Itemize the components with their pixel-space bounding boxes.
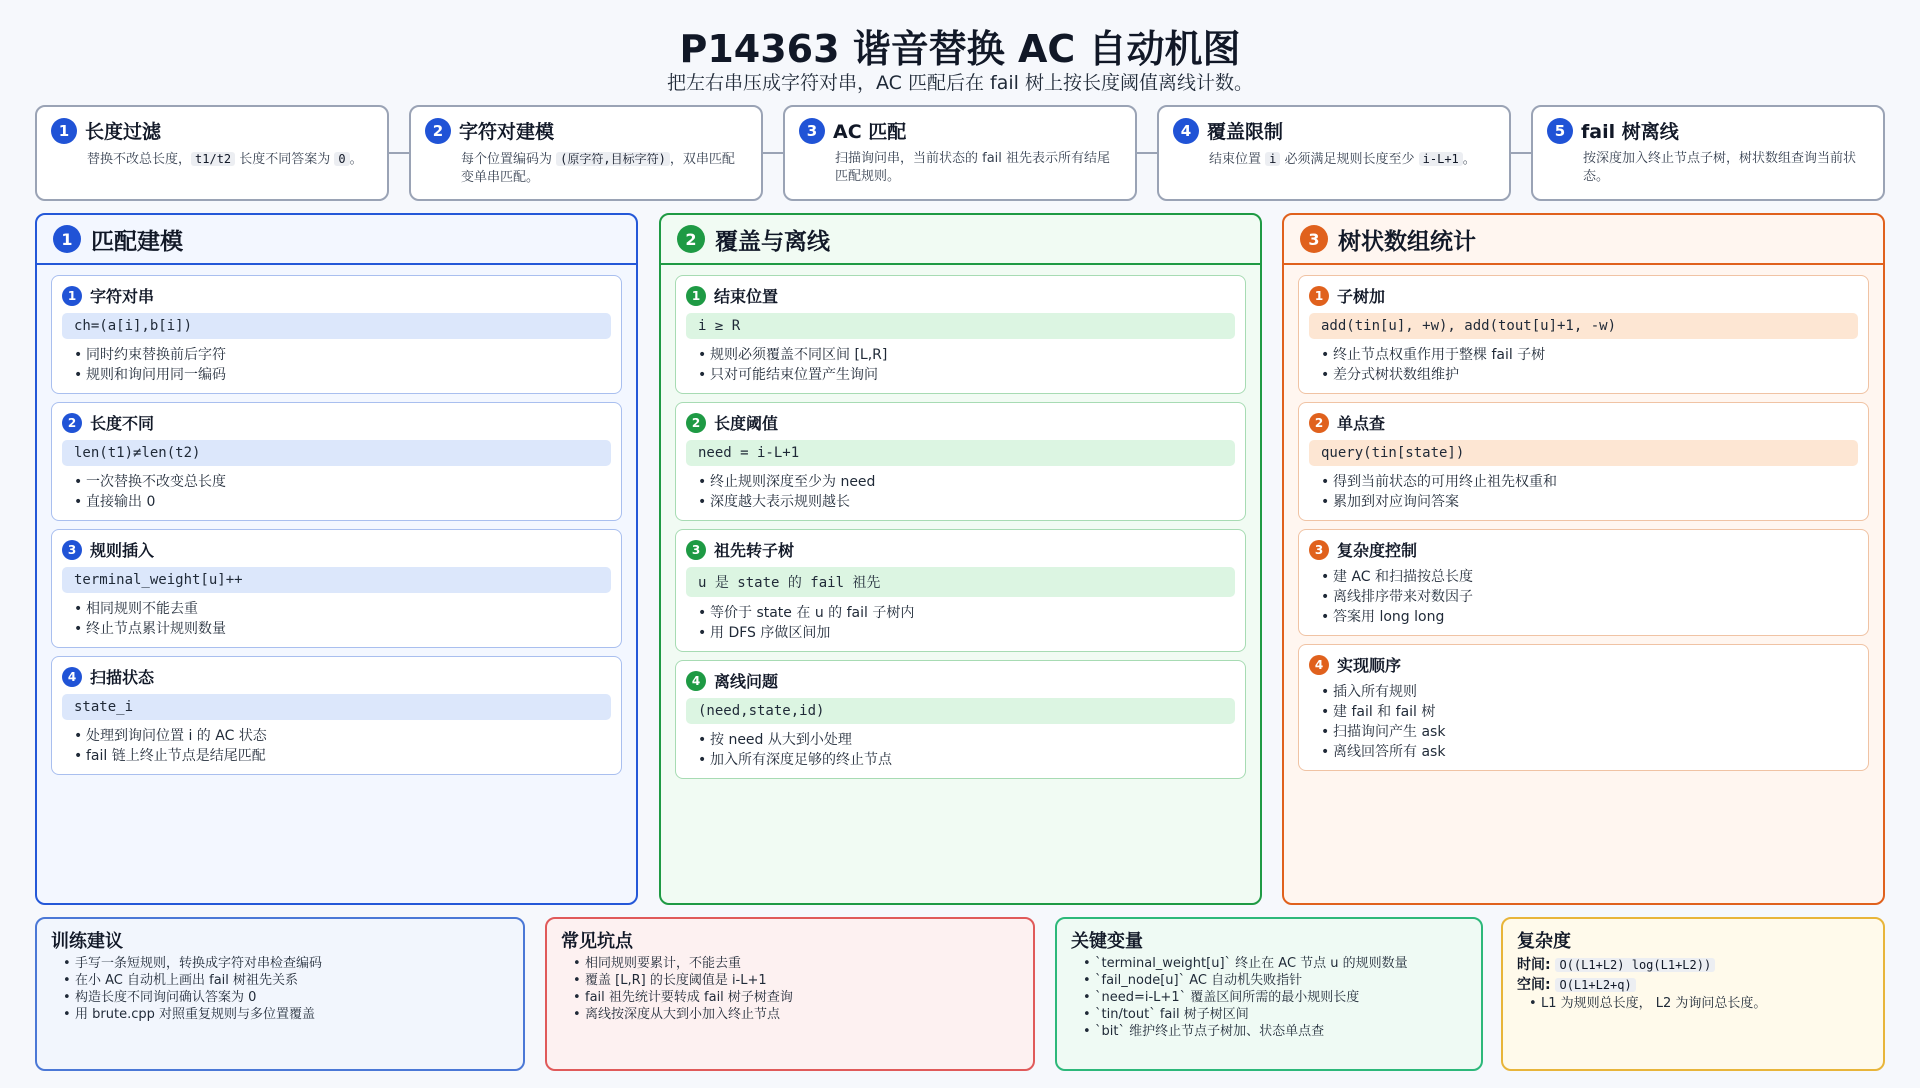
- column-title: 树状数组统计: [1338, 228, 1476, 255]
- bullet-item: • 在小 AC 自动机上画出 fail 树祖先关系: [63, 972, 509, 989]
- card-header: [62, 411, 611, 434]
- card-formula: terminal_weight[u]++: [62, 567, 611, 593]
- step-description: [1547, 150, 1869, 186]
- complexity-box: [1501, 917, 1885, 1071]
- card-bullets: [62, 726, 611, 766]
- card-header: [1309, 538, 1858, 561]
- card-bullet: • 累加到对应询问答案: [1321, 492, 1858, 512]
- concept-card: [675, 529, 1246, 652]
- card-number-badge: 3: [62, 540, 82, 560]
- card-formula: add(tin[u], +w), add(tout[u]+1, -w): [1309, 313, 1858, 339]
- card-header: [62, 284, 611, 307]
- card-bullet: • 终止节点累计规则数量: [74, 619, 611, 639]
- card-bullet: • 规则必须覆盖不同区间 [L,R]: [698, 345, 1235, 365]
- card-formula: state_i: [62, 694, 611, 720]
- card-bullet: • 深度越大表示规则越长: [698, 492, 1235, 512]
- card-bullet: • 相同规则不能去重: [74, 599, 611, 619]
- card-bullets: [1309, 345, 1858, 385]
- key-variables-box: [1055, 917, 1483, 1071]
- card-formula: i ≥ R: [686, 313, 1235, 339]
- card-bullet: • 得到当前状态的可用终止祖先权重和: [1321, 472, 1858, 492]
- concept-card: [1298, 644, 1869, 771]
- step-title: 长度过滤: [85, 121, 162, 143]
- column-number-badge: 1: [53, 225, 81, 253]
- step-description: [1173, 150, 1495, 169]
- card-bullets: [62, 345, 611, 385]
- step-desc-text: 。: [349, 152, 363, 167]
- card-number-badge: 4: [686, 671, 706, 691]
- step-connector: [389, 152, 409, 154]
- card-list: [37, 265, 636, 793]
- card-header: [1309, 411, 1858, 434]
- bullet-item: • `terminal_weight[u]` 终止在 AC 节点 u 的规则数量: [1083, 955, 1467, 972]
- card-title: 规则插入: [90, 541, 155, 560]
- concept-card: [675, 660, 1246, 779]
- card-formula: (need,state,id): [686, 698, 1235, 724]
- step-desc-text: ，双串匹配变单串匹配。: [461, 152, 735, 185]
- pitfalls-box: [545, 917, 1035, 1071]
- card-number-badge: 1: [1309, 286, 1329, 306]
- step-desc-text: 替换不改总长度，: [87, 152, 192, 167]
- card-number-badge: 3: [1309, 540, 1329, 560]
- concept-card: [1298, 402, 1869, 521]
- card-header: [686, 411, 1235, 434]
- step-description: [799, 150, 1121, 186]
- step-number-badge: 4: [1173, 118, 1199, 144]
- bullet-item: • 覆盖 [L,R] 的长度阈值是 i-L+1: [573, 972, 1019, 989]
- card-number-badge: 2: [62, 413, 82, 433]
- card-title: 扫描状态: [90, 668, 155, 687]
- card-bullet: • 建 AC 和扫描按总长度: [1321, 567, 1858, 587]
- card-bullets: [686, 345, 1235, 385]
- step-head: [1547, 117, 1869, 144]
- column-matching-model: [35, 213, 638, 905]
- step-number-badge: 5: [1547, 118, 1573, 144]
- bullet-item: • `need=i-L+1` 覆盖区间所需的最小规则长度: [1083, 989, 1467, 1006]
- step-number-badge: 1: [51, 118, 77, 144]
- column-title: 匹配建模: [91, 228, 183, 255]
- step-head: [425, 117, 747, 144]
- concept-card: [1298, 275, 1869, 394]
- card-bullet: • 建 fail 和 fail 树: [1321, 702, 1858, 722]
- card-bullet: • 离线回答所有 ask: [1321, 742, 1858, 762]
- card-header: [1309, 653, 1858, 676]
- step-connector: [763, 152, 783, 154]
- step-desc-text: 长度不同答案为: [235, 152, 335, 167]
- step-title: fail 树离线: [1581, 121, 1679, 143]
- card-bullet: • 只对可能结束位置产生询问: [698, 365, 1235, 385]
- card-list: [1284, 265, 1883, 789]
- card-bullet: • 同时约束替换前后字符: [74, 345, 611, 365]
- step-desc-text: 扫描询问串，当前状态的 fail 祖先表示所有结尾匹配规则。: [835, 151, 1111, 184]
- column-title: 覆盖与离线: [715, 228, 830, 255]
- complexity-note: • L1 为规则总长度， L2 为询问总长度。: [1529, 995, 1869, 1012]
- card-bullet: • 直接输出 0: [74, 492, 611, 512]
- card-header: [1309, 284, 1858, 307]
- card-title: 单点查: [1337, 414, 1386, 433]
- card-bullet: • 等价于 state 在 u 的 fail 子树内: [698, 603, 1235, 623]
- step-desc-code: 0: [334, 152, 349, 166]
- pitfalls-title: 常见坑点: [561, 931, 633, 952]
- card-bullet: • 加入所有深度足够的终止节点: [698, 750, 1235, 770]
- card-formula: u 是 state 的 fail 祖先: [686, 567, 1235, 597]
- bullet-item: • 用 brute.cpp 对照重复规则与多位置覆盖: [63, 1006, 509, 1023]
- time-complexity: 时间: O((L1+L2) log(L1+L2)): [1517, 955, 1869, 975]
- card-header: [686, 284, 1235, 307]
- step-connector: [1137, 152, 1157, 154]
- page-title: P14363 谐音替换 AC 自动机图: [679, 27, 1241, 71]
- card-number-badge: 1: [686, 286, 706, 306]
- card-bullet: • 终止节点权重作用于整棵 fail 子树: [1321, 345, 1858, 365]
- page-subtitle: 把左右串压成字符对串，AC 匹配后在 fail 树上按长度阈值离线计数。: [667, 72, 1253, 94]
- concept-card: [675, 275, 1246, 394]
- key-variables-list: [1071, 955, 1467, 1040]
- step-title: AC 匹配: [833, 121, 907, 143]
- card-bullet: • 规则和询问用同一编码: [74, 365, 611, 385]
- bullet-item: • `fail_node[u]` AC 自动机失败指针: [1083, 972, 1467, 989]
- training-tips-list: [51, 955, 509, 1023]
- concept-card: [51, 656, 622, 775]
- card-bullets: [686, 603, 1235, 643]
- card-list: [661, 265, 1260, 797]
- card-title: 结束位置: [714, 287, 779, 306]
- column-number-badge: 3: [1300, 225, 1328, 253]
- concept-card: [51, 275, 622, 394]
- bullet-item: • `bit` 维护终止节点子树加、状态单点查: [1083, 1023, 1467, 1040]
- step-desc-code: (原字符,目标字符): [556, 152, 670, 166]
- step-desc-code: i-L+1: [1419, 152, 1463, 166]
- step-number-badge: 3: [799, 118, 825, 144]
- step-card-3: [783, 105, 1137, 201]
- step-desc-text: 按深度加入终止节点子树，树状数组查询当前状态。: [1583, 151, 1857, 184]
- training-tips-box: [35, 917, 525, 1071]
- card-formula: ch=(a[i],b[i]): [62, 313, 611, 339]
- card-bullet: • 插入所有规则: [1321, 682, 1858, 702]
- card-number-badge: 4: [1309, 655, 1329, 675]
- step-desc-text: 。: [1462, 152, 1476, 167]
- card-bullet: • 扫描询问产生 ask: [1321, 722, 1858, 742]
- card-header: [686, 538, 1235, 561]
- space-complexity: 空间: O(L1+L2+q): [1517, 975, 1869, 995]
- step-head: [1173, 117, 1495, 144]
- step-head: [51, 117, 373, 144]
- card-bullet: • fail 链上终止节点是结尾匹配: [74, 746, 611, 766]
- step-description: [425, 150, 747, 187]
- step-card-1: [35, 105, 389, 201]
- card-bullets: [686, 730, 1235, 770]
- concept-card: [675, 402, 1246, 521]
- card-title: 字符对串: [90, 287, 155, 306]
- step-card-4: [1157, 105, 1511, 201]
- card-header: [686, 669, 1235, 692]
- card-formula: query(tin[state]): [1309, 440, 1858, 466]
- card-bullets: [62, 599, 611, 639]
- step-description: [51, 150, 373, 169]
- step-card-2: [409, 105, 763, 201]
- step-desc-code: t1/t2: [191, 152, 235, 166]
- column-header: [37, 215, 636, 265]
- complexity-title: 复杂度: [1517, 931, 1571, 952]
- step-card-5: [1531, 105, 1885, 201]
- column-coverage-offline: [659, 213, 1262, 905]
- card-formula: len(t1)≠len(t2): [62, 440, 611, 466]
- bullet-item: • `tin/tout` fail 树子树区间: [1083, 1006, 1467, 1023]
- bullet-item: • 构造长度不同询问确认答案为 0: [63, 989, 509, 1006]
- key-variables-title: 关键变量: [1071, 931, 1143, 952]
- bullet-item: • fail 祖先统计要转成 fail 树子树查询: [573, 989, 1019, 1006]
- card-bullet: • 离线排序带来对数因子: [1321, 587, 1858, 607]
- card-bullets: [1309, 567, 1858, 627]
- card-header: [62, 665, 611, 688]
- card-title: 实现顺序: [1337, 656, 1402, 675]
- card-bullet: • 按 need 从大到小处理: [698, 730, 1235, 750]
- step-head: [799, 117, 1121, 144]
- column-header: [1284, 215, 1883, 265]
- card-bullet: • 终止规则深度至少为 need: [698, 472, 1235, 492]
- card-bullets: [62, 472, 611, 512]
- card-title: 离线问题: [714, 672, 779, 691]
- step-title: 字符对建模: [459, 121, 555, 143]
- card-number-badge: 4: [62, 667, 82, 687]
- card-bullet: • 一次替换不改变总长度: [74, 472, 611, 492]
- card-number-badge: 2: [1309, 413, 1329, 433]
- column-header: [661, 215, 1260, 265]
- card-title: 复杂度控制: [1337, 541, 1418, 560]
- card-title: 祖先转子树: [714, 541, 795, 560]
- concept-card: [51, 529, 622, 648]
- bullet-item: • 手写一条短规则，转换成字符对串检查编码: [63, 955, 509, 972]
- card-bullet: • 处理到询问位置 i 的 AC 状态: [74, 726, 611, 746]
- step-desc-text: 结束位置: [1209, 152, 1266, 167]
- step-desc-code: i: [1265, 152, 1280, 166]
- card-formula: need = i-L+1: [686, 440, 1235, 466]
- bullet-item: • 相同规则要累计，不能去重: [573, 955, 1019, 972]
- card-number-badge: 2: [686, 413, 706, 433]
- bullet-item: • 离线按深度从大到小加入终止节点: [573, 1006, 1019, 1023]
- card-bullets: [1309, 472, 1858, 512]
- training-tips-title: 训练建议: [51, 931, 123, 952]
- step-desc-text: 每个位置编码为: [461, 152, 557, 167]
- pitfalls-list: [561, 955, 1019, 1023]
- card-header: [62, 538, 611, 561]
- step-title: 覆盖限制: [1207, 121, 1284, 143]
- step-flow: [35, 105, 1885, 201]
- card-title: 子树加: [1337, 287, 1386, 306]
- card-bullet: • 答案用 long long: [1321, 607, 1858, 627]
- card-title: 长度阈值: [714, 414, 779, 433]
- step-desc-text: 必须满足规则长度至少: [1280, 152, 1419, 167]
- card-number-badge: 1: [62, 286, 82, 306]
- card-bullets: [686, 472, 1235, 512]
- concept-card: [1298, 529, 1869, 636]
- card-number-badge: 3: [686, 540, 706, 560]
- step-number-badge: 2: [425, 118, 451, 144]
- card-bullet: • 用 DFS 序做区间加: [698, 623, 1235, 643]
- card-bullets: [1309, 682, 1858, 762]
- card-title: 长度不同: [90, 414, 155, 433]
- step-connector: [1511, 152, 1531, 154]
- concept-card: [51, 402, 622, 521]
- column-bit-statistics: [1282, 213, 1885, 905]
- column-number-badge: 2: [677, 225, 705, 253]
- card-bullet: • 差分式树状数组维护: [1321, 365, 1858, 385]
